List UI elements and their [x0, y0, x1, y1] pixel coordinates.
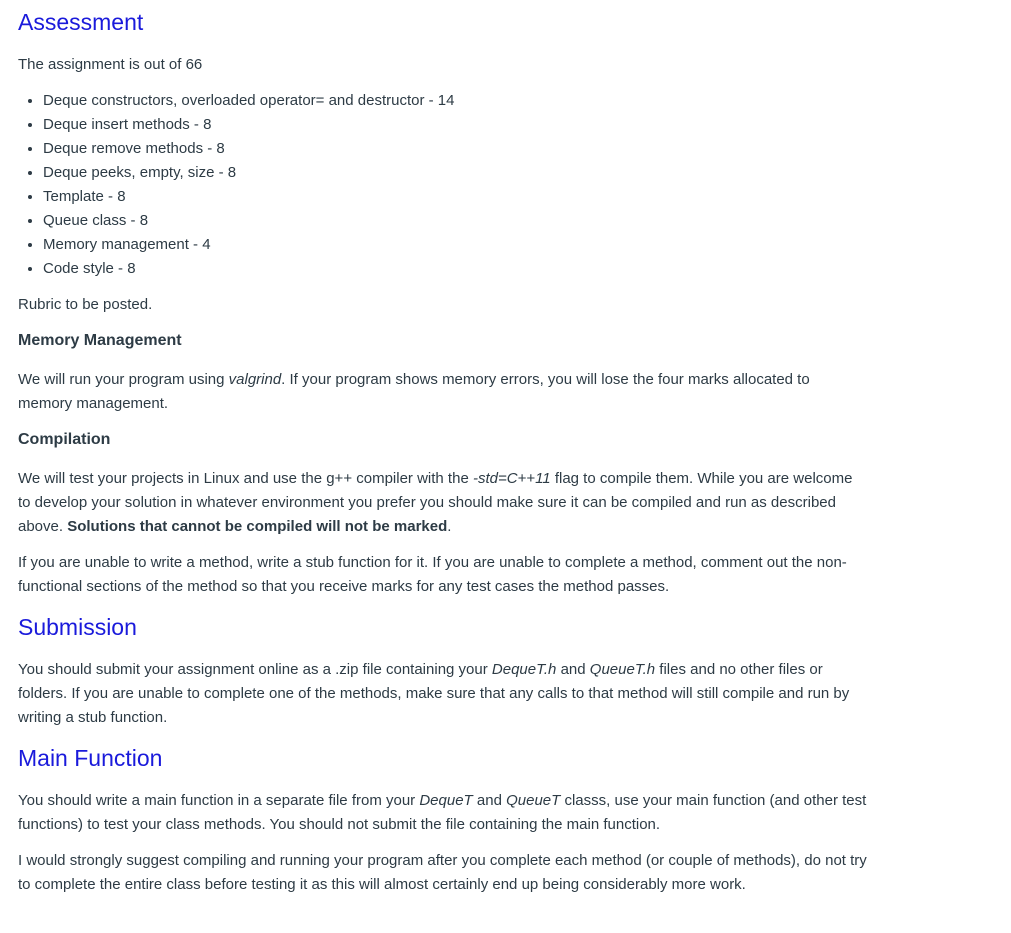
- compilation-heading: Compilation: [18, 431, 111, 448]
- list-item: • Queue class - 8: [43, 209, 868, 233]
- memory-management-text: We will run your program using valgrind. If your program shows memory errors, you will lose the four marks allocated to memory management.: [18, 371, 810, 412]
- compilation-text: We will test your projects in Linux and use the g++ compiler with the -std=C++11 flag to compile them. While you are welcome to develop your solution in whatever environment you prefer you should make sure it can be compiled and run as described above. Solutions that cannot be compiled will not be marked.: [18, 470, 853, 535]
- queue-file: QueueT.h: [589, 661, 656, 678]
- valgrind-term: valgrind: [228, 371, 282, 388]
- assignment-page: [18, 0, 868, 897]
- assessment-list: [18, 89, 868, 281]
- list-item: • Deque insert methods - 8: [43, 113, 868, 137]
- deque-class: DequeT: [419, 792, 473, 809]
- list-item: • Deque constructors, overloaded operator= and destructor - 14: [43, 89, 868, 113]
- testing-advice-text: I would strongly suggest compiling and running your program after you complete each method (or couple of methods), do not try to complete the entire class before testing it as this will almost certainly end up being considerably more work.: [18, 852, 867, 893]
- assessment-intro: The assignment is out of 66: [18, 56, 203, 73]
- stub-advice-text: If you are unable to write a method, write a stub function for it. If you are unable to complete a method, comment out the non-functional sections of the method so that you receive marks for any test cases the method passes.: [18, 554, 847, 595]
- submission-heading: Submission: [18, 614, 137, 640]
- submission-text: You should submit your assignment online as a .zip file containing your DequeT.h and QueueT.h files and no other files or folders. If you are unable to complete one of the methods, make sure that any calls to that method will still compile and run by writing a stub function.: [18, 661, 850, 726]
- compiler-flag: -std=C++11: [472, 470, 551, 487]
- deque-file: DequeT.h: [491, 661, 557, 678]
- list-item: • Deque remove methods - 8: [43, 137, 868, 161]
- compile-warning: Solutions that cannot be compiled will not be marked: [67, 518, 448, 535]
- list-item: • Template - 8: [43, 185, 868, 209]
- main-function-text: You should write a main function in a separate file from your DequeT and QueueT classs, use your main function (and other test functions) to test your class methods. You should not submit the file containing the main function.: [18, 792, 867, 833]
- rubric-note: Rubric to be posted.: [18, 296, 153, 313]
- main-function-heading: Main Function: [18, 745, 163, 771]
- memory-management-heading: Memory Management: [18, 332, 182, 349]
- list-item: • Deque peeks, empty, size - 8: [43, 161, 868, 185]
- list-item: • Code style - 8: [43, 257, 868, 281]
- list-item: • Memory management - 4: [43, 233, 868, 257]
- assessment-heading: Assessment: [18, 9, 144, 35]
- queue-class: QueueT: [506, 792, 561, 809]
